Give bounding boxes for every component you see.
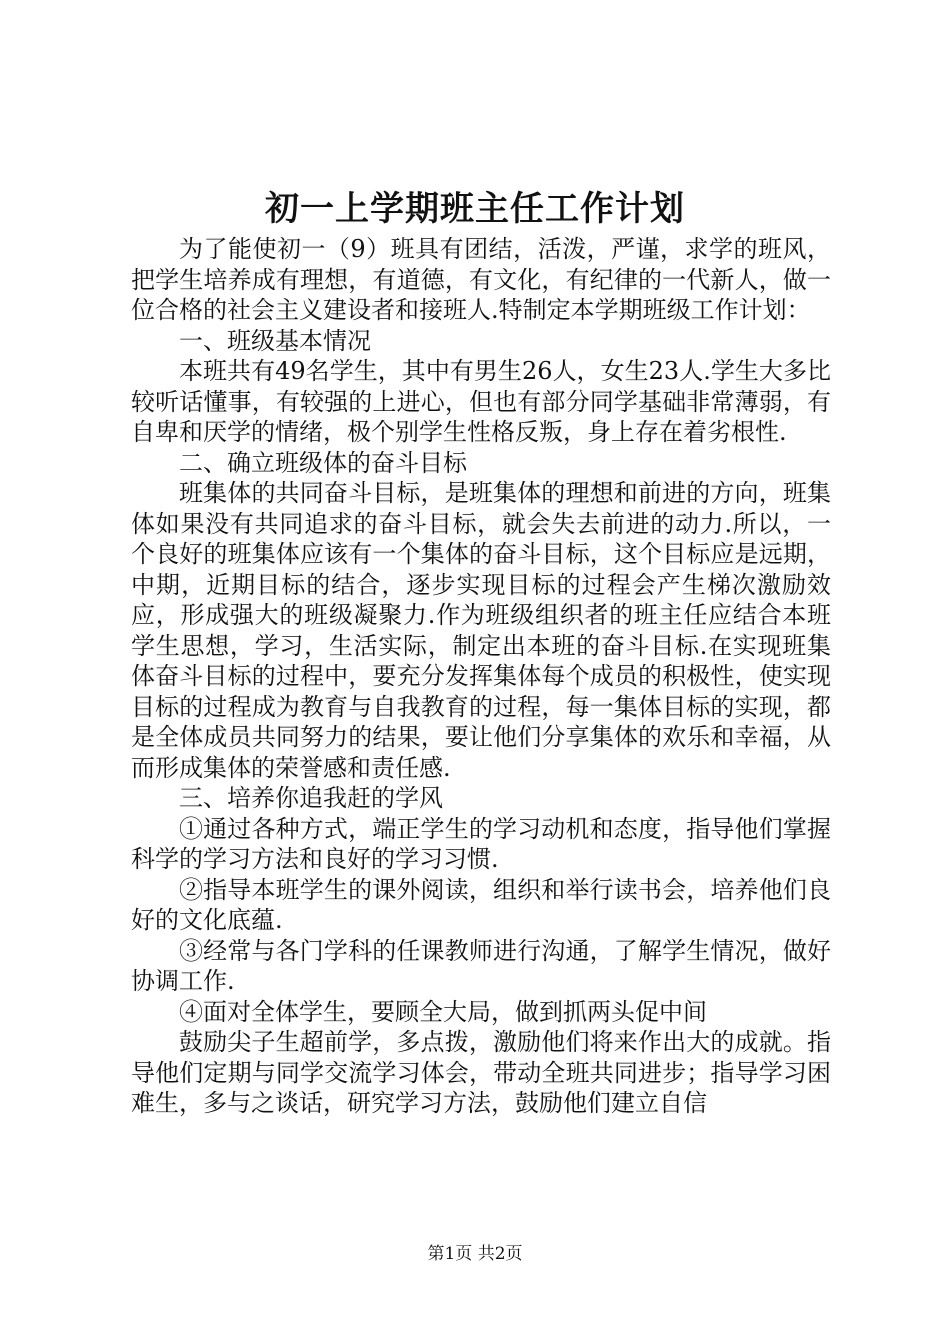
document-title: 初一上学期班主任工作计划 [265,189,685,229]
list-item: ④面对全体学生，要顾全大局，做到抓两头促中间 [179,997,707,1026]
section-paragraph-goals: 班集体的共同奋斗目标，是班集体的理想和前进的方向，班集体如果没有共同追求的奋斗目标，就会失去前进的动力.所以，一个良好的班集体应该有一个集体的奋斗目标，这个目标应是远期，中期，近期目标的结合，逐步实现目标的过程会产生梯次激励效应，形成强大的班级凝聚力.作为班级组织者的班主任应结合本班学生思想，学习，生活实际，制定出本班的奋斗目标.在实现班集体奋斗目标的过程中，要充分发挥集体每个成员的积极性，使实现目标的过程成为教育与自我教育的过程，每一集体目标的实现，都是全体成员共同努力的结果，要让他们分享集体的欢乐和幸福，从而形成集体的荣誉感和责任感. [131,479,831,782]
section-paragraph-basic-info: 本班共有49名学生，其中有男生26人，女生23人.学生大多比较听话懂事，有较强的上进心，但也有部分同学基础非常薄弱，有自卑和厌学的情绪，极个别学生性格反叛，身上存在着劣根性. [131,357,831,446]
list-item: ①通过各种方式，端正学生的学习动机和态度，指导他们掌握科学的学习方法和良好的学习习惯. [131,814,831,873]
section-heading-goals: 二、确立班级体的奋斗目标 [179,448,467,477]
section-heading-study-style: 三、培养你追我赶的学风 [179,784,443,812]
intro-paragraph: 为了能使初一（9）班具有团结，活泼，严谨，求学的班风，把学生培养成有理想，有道德，有文化，有纪律的一代新人，做一位合格的社会主义建设者和接班人.特制定本学期班级工作计划： [131,235,831,324]
page-footer: 第1页 共2页 [427,1244,523,1264]
section-heading-basic-info: 一、班级基本情况 [179,326,371,355]
document-body [131,234,831,1119]
section-paragraph-study-style: 鼓励尖子生超前学，多点拨，激励他们将来作出大的成就。指导他们定期与同学交流学习体会，带动全班共同进步；指导学习困难生，多与之谈话，研究学习方法，鼓励他们建立自信 [131,1028,831,1117]
list-item: ③经常与各门学科的任课教师进行沟通，了解学生情况，做好协调工作. [131,936,831,995]
list-item: ②指导本班学生的课外阅读，组织和举行读书会，培养他们良好的文化底蕴. [131,875,831,934]
